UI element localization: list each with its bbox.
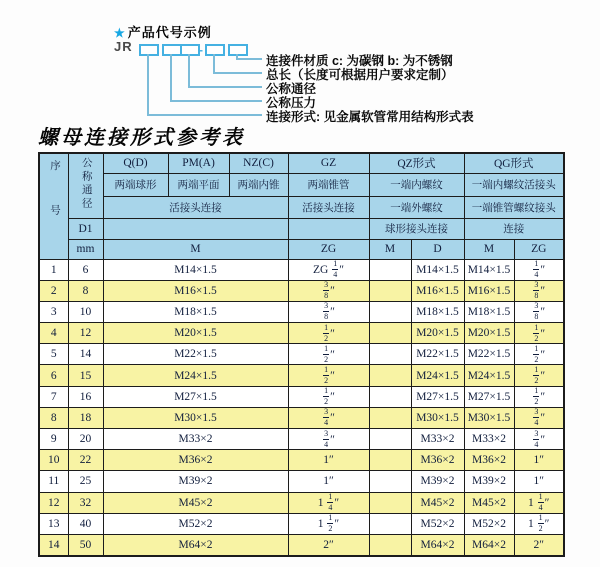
cell-qz-m: [369, 259, 411, 280]
cell-qg-m: M30×1.5: [464, 407, 514, 428]
cell-m: M18×1.5: [103, 301, 288, 322]
cell-qz-m: [369, 323, 411, 344]
header-ends-qd: 两端球形: [103, 173, 168, 196]
cell-qz-m: [369, 344, 411, 365]
cell-m: M16×1.5: [103, 280, 288, 301]
cell-gz: $\frac{1}{2}$ ″: [288, 365, 369, 386]
cell-seq: 13: [39, 513, 68, 534]
connector-line: [170, 100, 262, 102]
cell-qz-d: M52×2: [411, 513, 464, 534]
cell-gz: $\frac{1}{2}$ ″: [288, 344, 369, 365]
cell-qg-zg: 1 $\frac{1}{2}$ ″: [514, 513, 564, 534]
cell-gz: $\frac{3}{4}$ ″: [288, 407, 369, 428]
code-box-2: [162, 44, 182, 56]
cell-qz-m: [369, 513, 411, 534]
cell-qz-m: [369, 407, 411, 428]
header-d1-qz: 球形接头连接: [369, 218, 464, 239]
section-title: 螺母连接形式参考表: [38, 127, 245, 149]
cell-dn-mm: 20: [68, 429, 103, 450]
header-unit-qz-d: D: [411, 239, 464, 259]
table-row: [39, 344, 564, 365]
header-row-forms: [39, 153, 564, 173]
cell-gz: $\frac{3}{4}$ ″: [288, 429, 369, 450]
cell-qg-zg: $\frac{3}{8}$ ″: [514, 280, 564, 301]
callout-total-length: 总长（长度可根据用户要求定制）: [266, 68, 454, 82]
fraction: $\frac{3}{4}$: [534, 428, 539, 449]
table-body: [39, 259, 564, 556]
header-unit-qg-m: M: [464, 239, 514, 259]
fraction: $\frac{1}{2}$: [324, 343, 329, 364]
header-d1: D1: [68, 218, 103, 239]
code-box-1: [139, 44, 159, 56]
cell-qz-m: [369, 301, 411, 322]
connector-line: [213, 72, 262, 74]
cell-qz-d: M22×1.5: [411, 344, 464, 365]
cell-m: M22×1.5: [103, 344, 288, 365]
fraction: $\frac{3}{8}$: [324, 280, 329, 301]
header-ends-qg: 一端内螺纹活接头: [464, 173, 564, 196]
header-conn-qz: 一端外螺纹: [369, 196, 464, 218]
fraction: $\frac{1}{2}$: [534, 322, 539, 343]
table-row: [39, 323, 564, 344]
cell-m: M14×1.5: [103, 259, 288, 280]
cell-qg-zg: $\frac{1}{4}$ ″: [514, 259, 564, 280]
fraction: $\frac{1}{2}$: [324, 365, 329, 386]
fraction: $\frac{1}{2}$: [328, 513, 333, 534]
cell-qz-d: M16×1.5: [411, 280, 464, 301]
cell-qg-zg: $\frac{1}{2}$ ″: [514, 365, 564, 386]
fraction: $\frac{3}{8}$: [324, 301, 329, 322]
header-row-conn: [39, 196, 564, 218]
cell-qg-m: M20×1.5: [464, 323, 514, 344]
header-seq: 序号: [39, 153, 68, 259]
cell-qg-zg: $\frac{1}{2}$ ″: [514, 344, 564, 365]
fraction: $\frac{1}{4}$: [328, 492, 333, 513]
header-unit-zg: ZG: [288, 239, 369, 259]
header-ends-gz: 两端锥管: [288, 173, 369, 196]
cell-qg-zg: $\frac{3}{4}$ ″: [514, 407, 564, 428]
cell-seq: 5: [39, 344, 68, 365]
code-box-3: [180, 44, 200, 56]
cell-seq: 10: [39, 450, 68, 471]
header-unit-m: M: [103, 239, 288, 259]
cell-gz: ZG $\frac{1}{4}$ ″: [288, 259, 369, 280]
cell-qz-m: [369, 471, 411, 492]
fraction: $\frac{1}{2}$: [538, 513, 543, 534]
cell-qz-d: M64×2: [411, 534, 464, 556]
header-d1-blank-gz: [288, 218, 369, 239]
header-form-qg: QG形式: [464, 153, 564, 173]
cell-seq: 4: [39, 323, 68, 344]
cell-seq: 1: [39, 259, 68, 280]
cell-qg-m: M14×1.5: [464, 259, 514, 280]
fraction: $\frac{3}{4}$: [324, 428, 329, 449]
cell-qg-m: M18×1.5: [464, 301, 514, 322]
cell-qg-zg: $\frac{3}{8}$ ″: [514, 301, 564, 322]
cell-dn-mm: 14: [68, 344, 103, 365]
header-row-units: [39, 239, 564, 259]
cell-m: M30×1.5: [103, 407, 288, 428]
cell-gz: 1 $\frac{1}{4}$ ″: [288, 492, 369, 513]
fraction: $\frac{3}{4}$: [534, 407, 539, 428]
cell-qg-m: M33×2: [464, 429, 514, 450]
connector-line: [147, 114, 262, 116]
fraction: $\frac{1}{2}$: [324, 386, 329, 407]
star-icon: ★: [114, 26, 126, 40]
header-conn-union: 活接头连接: [103, 196, 288, 218]
cell-dn-mm: 25: [68, 471, 103, 492]
fraction: $\frac{3}{8}$: [534, 280, 539, 301]
header-d1-qg: 连接: [464, 218, 564, 239]
cell-qz-d: M24×1.5: [411, 365, 464, 386]
cell-dn-mm: 10: [68, 301, 103, 322]
cell-m: M27×1.5: [103, 386, 288, 407]
header-row-ends: [39, 173, 564, 196]
connector-line: [188, 86, 262, 88]
fraction: $\frac{1}{2}$: [534, 386, 539, 407]
callout-nominal-diameter: 公称通径: [266, 82, 317, 96]
cell-gz: 1 $\frac{1}{2}$ ″: [288, 513, 369, 534]
cell-m: M52×2: [103, 513, 288, 534]
header-form-pma: PM(A): [168, 153, 229, 173]
fraction: $\frac{3}{8}$: [534, 301, 539, 322]
cell-qz-d: M45×2: [411, 492, 464, 513]
connector-line: [236, 58, 262, 60]
callout-nominal-pressure: 公称压力: [266, 96, 317, 110]
fraction: $\frac{1}{2}$: [324, 322, 329, 343]
cell-dn-mm: 6: [68, 259, 103, 280]
diagram-title-text: 产品代号示例: [127, 25, 212, 40]
fraction: $\frac{1}{4}$: [333, 259, 338, 280]
cell-seq: 12: [39, 492, 68, 513]
code-box-5: [228, 44, 248, 56]
cell-qz-d: M33×2: [411, 429, 464, 450]
header-ends-nzc: 两端内锥: [229, 173, 288, 196]
cell-qg-m: M39×2: [464, 471, 514, 492]
cell-seq: 11: [39, 471, 68, 492]
cell-qg-zg: $\frac{1}{2}$ ″: [514, 323, 564, 344]
cell-m: M24×1.5: [103, 365, 288, 386]
fraction: $\frac{1}{2}$: [534, 343, 539, 364]
code-dash: -: [199, 43, 203, 57]
header-ends-qz: 一端内螺纹: [369, 173, 464, 196]
fraction: $\frac{1}{2}$: [534, 365, 539, 386]
cell-qg-zg: 1 $\frac{1}{4}$ ″: [514, 492, 564, 513]
cell-qz-m: [369, 492, 411, 513]
header-form-qd: Q(D): [103, 153, 168, 173]
cell-m: M39×2: [103, 471, 288, 492]
cell-gz: 1″: [288, 450, 369, 471]
fraction: $\frac{1}{4}$: [534, 259, 539, 280]
cell-qz-m: [369, 450, 411, 471]
cell-gz: 1″: [288, 471, 369, 492]
header-form-qz: QZ形式: [369, 153, 464, 173]
table-row: [39, 492, 564, 513]
reference-table-wrap: [38, 152, 565, 557]
cell-qg-zg: $\frac{1}{2}$ ″: [514, 386, 564, 407]
connector-line: [188, 54, 190, 87]
header-form-gz: GZ: [288, 153, 369, 173]
cell-seq: 7: [39, 386, 68, 407]
cell-m: M45×2: [103, 492, 288, 513]
cell-qg-m: M52×2: [464, 513, 514, 534]
cell-dn-mm: 8: [68, 280, 103, 301]
header-row-d1: [39, 218, 564, 239]
product-code-prefix: JR: [114, 39, 133, 54]
cell-qz-m: [369, 534, 411, 556]
header-form-nzc: NZ(C): [229, 153, 288, 173]
cell-qg-zg: $\frac{3}{4}$ ″: [514, 429, 564, 450]
table-header: [39, 153, 564, 259]
cell-qz-d: M27×1.5: [411, 386, 464, 407]
cell-seq: 3: [39, 301, 68, 322]
header-d1-blank-m: [103, 218, 288, 239]
cell-qz-d: M14×1.5: [411, 259, 464, 280]
fraction: $\frac{1}{4}$: [538, 492, 543, 513]
cell-seq: 9: [39, 429, 68, 450]
cell-qg-m: M22×1.5: [464, 344, 514, 365]
table-row: [39, 365, 564, 386]
cell-qg-m: M27×1.5: [464, 386, 514, 407]
cell-qg-m: M45×2: [464, 492, 514, 513]
cell-dn-mm: 16: [68, 386, 103, 407]
cell-seq: 6: [39, 365, 68, 386]
cell-m: M33×2: [103, 429, 288, 450]
cell-qg-m: M16×1.5: [464, 280, 514, 301]
connector-line: [170, 54, 172, 101]
cell-gz: $\frac{3}{8}$ ″: [288, 280, 369, 301]
cell-dn-mm: 22: [68, 450, 103, 471]
reference-table: [38, 152, 565, 557]
cell-qg-m: M64×2: [464, 534, 514, 556]
cell-qg-zg: 2″: [514, 534, 564, 556]
table-row: [39, 259, 564, 280]
header-dn: 公称通径: [68, 153, 103, 218]
cell-seq: 8: [39, 407, 68, 428]
code-box-4: [205, 44, 225, 56]
cell-seq: 14: [39, 534, 68, 556]
table-row: [39, 534, 564, 556]
cell-gz: $\frac{1}{2}$ ″: [288, 386, 369, 407]
table-row: [39, 280, 564, 301]
table-row: [39, 407, 564, 428]
cell-dn-mm: 40: [68, 513, 103, 534]
cell-qg-zg: 1″: [514, 471, 564, 492]
table-row: [39, 471, 564, 492]
cell-dn-mm: 50: [68, 534, 103, 556]
connector-line: [147, 54, 149, 115]
callout-material: 连接件材质 c: 为碳钢 b: 为不锈钢: [266, 54, 453, 68]
cell-m: M20×1.5: [103, 323, 288, 344]
cell-qz-d: M39×2: [411, 471, 464, 492]
header-conn-gz: 活接头连接: [288, 196, 369, 218]
header-unit-qz-m: M: [369, 239, 411, 259]
cell-m: M36×2: [103, 450, 288, 471]
cell-dn-mm: 18: [68, 407, 103, 428]
cell-dn-mm: 15: [68, 365, 103, 386]
cell-gz: 2″: [288, 534, 369, 556]
table-row: [39, 386, 564, 407]
cell-m: M64×2: [103, 534, 288, 556]
cell-qz-d: M20×1.5: [411, 323, 464, 344]
table-row: [39, 301, 564, 322]
cell-dn-mm: 12: [68, 323, 103, 344]
callout-connection-form: 连接形式: 见金属软管常用结构形式表: [266, 110, 474, 124]
header-conn-qg: 一端锥管螺纹接头: [464, 196, 564, 218]
table-row: [39, 429, 564, 450]
cell-qg-m: M36×2: [464, 450, 514, 471]
header-ends-pma: 两端平面: [168, 173, 229, 196]
cell-qz-d: M36×2: [411, 450, 464, 471]
header-unit-qg-zg: ZG: [514, 239, 564, 259]
fraction: $\frac{3}{4}$: [324, 407, 329, 428]
table-row: [39, 450, 564, 471]
cell-qz-m: [369, 365, 411, 386]
cell-gz: $\frac{1}{2}$ ″: [288, 323, 369, 344]
cell-dn-mm: 32: [68, 492, 103, 513]
cell-seq: 2: [39, 280, 68, 301]
cell-qg-zg: 1″: [514, 450, 564, 471]
cell-qg-m: M24×1.5: [464, 365, 514, 386]
connector-line: [213, 54, 215, 73]
cell-gz: $\frac{3}{8}$ ″: [288, 301, 369, 322]
cell-qz-m: [369, 429, 411, 450]
table-row: [39, 513, 564, 534]
cell-qz-d: M18×1.5: [411, 301, 464, 322]
cell-qz-m: [369, 280, 411, 301]
header-unit-mm: mm: [68, 239, 103, 259]
cell-qz-d: M30×1.5: [411, 407, 464, 428]
cell-qz-m: [369, 386, 411, 407]
